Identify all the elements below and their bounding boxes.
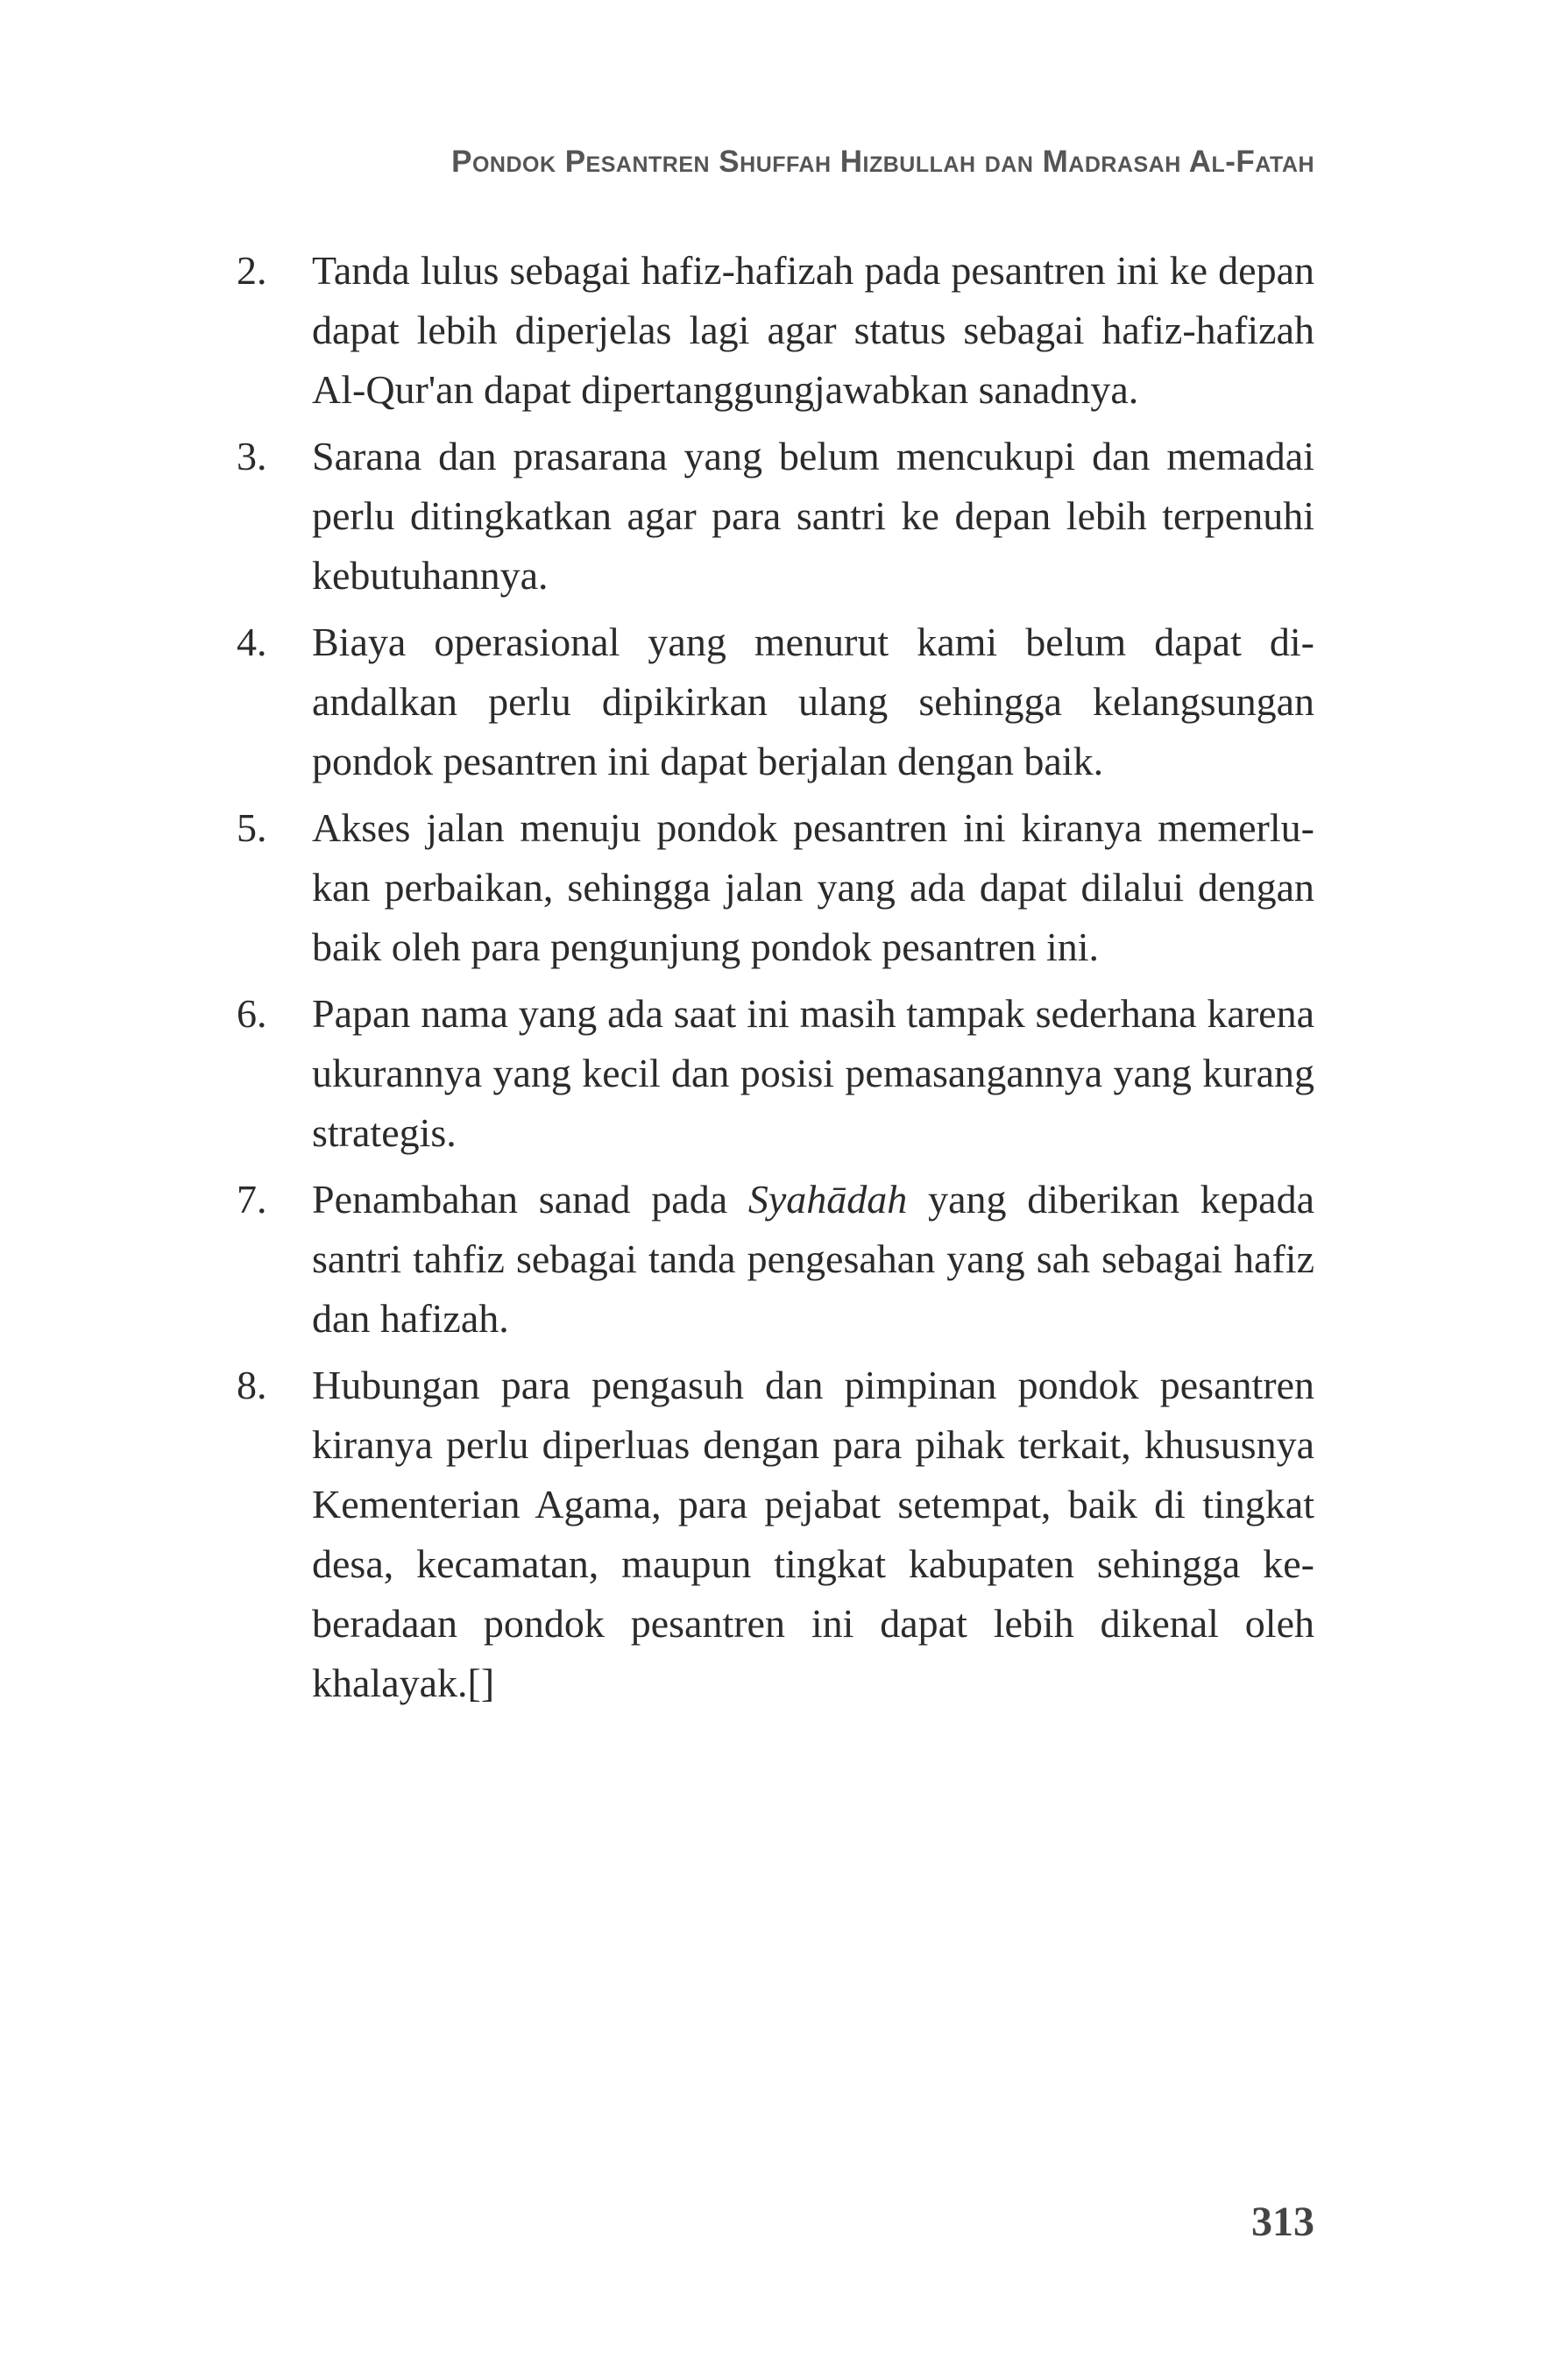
list-item [237, 427, 1314, 606]
running-header: Pondok Pesantren Shuffah Hizbullah dan Madrasah Al-Fatah [451, 145, 1314, 179]
list-item-text: Akses jalan menuju pondok pesantren ini kiranya memerlukan perbaikan, sehingga jalan yang ada dapat dilalui dengan baik oleh para pengunjung pondok pesantren ini. [312, 805, 1314, 969]
list-item-text: Papan nama yang ada saat ini masih tampak sederhana karena ukurannya yang kecil dan posisi pemasangannya yang kurang strategis. [312, 991, 1314, 1155]
syahadah-term: Syahādah [747, 1177, 908, 1222]
list-item [237, 241, 1314, 420]
list-item-number: 8. [237, 1363, 267, 1407]
list-item [237, 798, 1314, 977]
list-item-text: Hubungan para pengasuh dan pimpinan pondok pesantren kiranya perlu diperluas dengan para pihak terkait, khususnya Kementerian Agama, para pejabat setempat, baik di tingkat desa, kecamatan, maupun tingkat kabupaten sehingga keberadaan pondok pesantren ini dapat lebih dikenal oleh khalayak.[] [312, 1363, 1314, 1705]
list-item-text [312, 1170, 1314, 1349]
list-item-number: 7. [237, 1177, 267, 1222]
list-item-number: 3. [237, 434, 267, 478]
list-item-text-start: Penambahan sanad pada [312, 1177, 748, 1222]
list-item [237, 984, 1314, 1163]
list-item-text-end: yang diberikan kepada santri tahfiz sebagai tanda pengesahan yang sah sebagai hafiz dan hafizah. [312, 1177, 1314, 1341]
list-item-number: 6. [237, 991, 267, 1036]
list-item [237, 613, 1314, 791]
list-item-text: Biaya operasional yang menurut kami belum dapat diandalkan perlu dipikirkan ulang sehingga kelangsungan pondok pesantren ini dapat berjalan dengan baik. [312, 620, 1314, 783]
page-number: 313 [1251, 2199, 1314, 2245]
list-item-text: Sarana dan prasarana yang belum mencukupi dan memadai perlu ditingkatkan agar para santri ke depan lebih terpenuhi kebutuhannya. [312, 434, 1314, 598]
list-item [237, 1356, 1314, 1713]
list-item-number: 2. [237, 248, 267, 293]
list-item [237, 1170, 1314, 1349]
list-item-number: 5. [237, 805, 267, 850]
recommendation-list [237, 241, 1314, 1720]
list-item-number: 4. [237, 620, 267, 664]
list-item-text: Tanda lulus sebagai hafiz-hafizah pada pesantren ini ke depan dapat lebih diperjelas lagi agar status sebagai hafiz-hafizah Al-Qur'an dapat dipertanggungjawabkan sanadnya. [312, 248, 1314, 412]
